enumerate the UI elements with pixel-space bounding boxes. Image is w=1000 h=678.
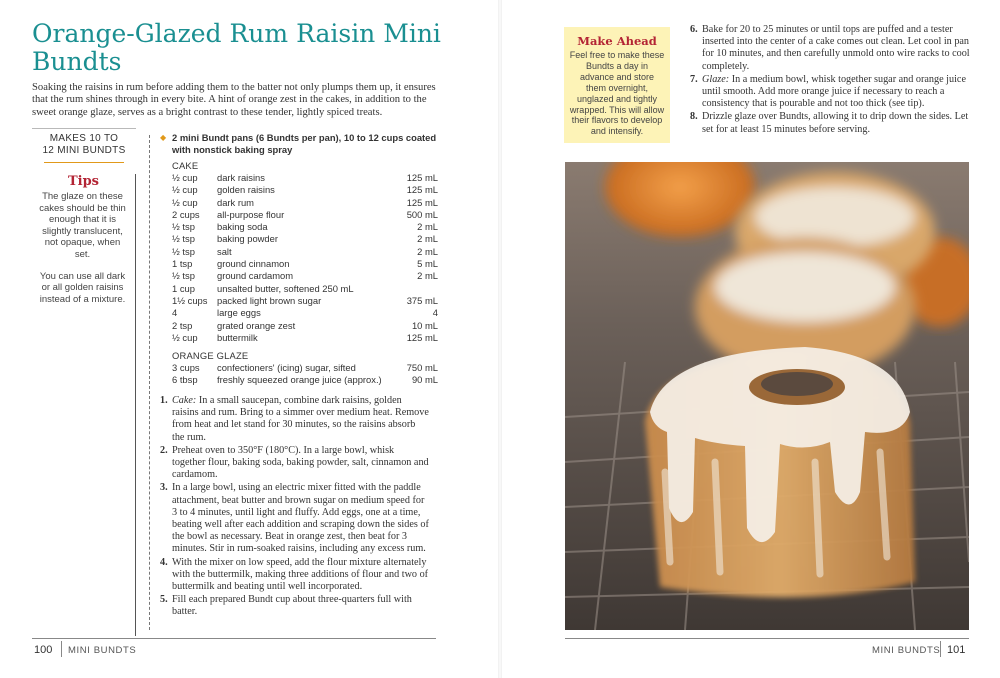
page-number: 100: [34, 644, 53, 656]
ingredient-name: dark rum: [217, 196, 254, 208]
cake-ingredients: [160, 172, 438, 344]
tips-text: [32, 189, 135, 305]
step-label: Cake:: [172, 395, 197, 406]
ingredient-name: golden raisins: [217, 184, 275, 196]
yield-line-1: MAKES 10 TO: [49, 133, 119, 144]
method-step: [160, 594, 430, 618]
step-number: 4.: [160, 556, 168, 568]
ingredient-amount: 2 cups: [172, 208, 200, 220]
make-ahead-box: [564, 27, 670, 143]
recipe-title: Orange-Glazed Rum Raisin Mini Bundts: [32, 19, 441, 76]
ingredient-metric: 125 mL: [406, 196, 438, 208]
step-text: In a small saucepan, combine dark raisins, golden raisins and rum. Bring to a simmer over medium heat. Remove from heat and let stand for 30 minutes, so the raisins absorb the rum.: [172, 395, 429, 443]
method-step: [690, 74, 970, 111]
method-step: [690, 111, 970, 135]
tips-heading: Tips: [67, 174, 100, 189]
step-text: In a medium bowl, whisk together sugar and orange juice until smooth. Add more orange juice if necessary to reach a consistency that is pourable and not too thick (see tip).: [702, 73, 966, 110]
ingredient-metric: 10 mL: [411, 319, 438, 331]
ingredient-name: baking powder: [217, 233, 278, 245]
step-body: [172, 395, 430, 444]
section-name: MINI BUNDTS: [872, 645, 941, 656]
ingredient-amount: 2 tsp: [172, 319, 193, 331]
step-body: [702, 111, 970, 135]
ingredient-metric: 125 mL: [406, 184, 438, 196]
ingredient-name: ground cardamom: [217, 270, 294, 282]
ingredient-metric: 2 mL: [417, 270, 438, 282]
step-body: [702, 74, 970, 111]
ingredient-metric: 2 mL: [417, 221, 438, 233]
ingredient-row: [160, 221, 438, 233]
ingredient-amount: ½ cup: [172, 184, 198, 196]
ingredient-amount: ½ tsp: [172, 233, 195, 245]
step-body: [172, 594, 430, 618]
equipment-text: 2 mini Bundt pans (6 Bundts per pan), 10 to 12 cups coated with nonstick baking spray: [172, 132, 437, 155]
step-body: [702, 24, 970, 73]
yield-line-2: 12 MINI BUNDTS: [42, 145, 126, 156]
ingredient-row: [160, 332, 438, 344]
method-step: [160, 395, 430, 444]
ingredient-row: [160, 270, 438, 282]
ingredient-name: salt: [217, 245, 232, 257]
ingredient-name: packed light brown sugar: [217, 294, 322, 306]
glaze-ingredients: [160, 362, 438, 387]
ingredients-list: [160, 132, 438, 387]
ingredient-metric: 2 mL: [417, 233, 438, 245]
tips-box: [32, 174, 136, 636]
step-text: Fill each prepared Bundt cup about three-quarters full with batter.: [172, 594, 412, 618]
ingredient-row: [160, 295, 438, 307]
ingredient-row: [160, 362, 438, 374]
ingredient-metric: 4: [432, 307, 438, 319]
ingredient-amount: ½ cup: [172, 172, 198, 183]
make-ahead-text: Feel free to make these Bundts a day in advance and store them overnight, unglazed and tightly wrapped. This will allow their flavors to develop and intensify.: [569, 50, 665, 137]
ingredient-amount: ½ tsp: [172, 221, 195, 233]
ingredient-amount: ½ cup: [172, 196, 198, 208]
step-text: Bake for 20 to 25 minutes or until tops are puffed and a tester inserted into the center of a cake comes out clean. Let cool in pan for 10 minutes, and then carefully unmold onto wire racks to cool completely.: [702, 24, 970, 72]
ingredient-name: all-purpose flour: [217, 208, 285, 220]
step-body: [172, 445, 430, 482]
ingredient-row: [160, 283, 438, 295]
step-number: 5.: [160, 594, 168, 606]
ingredient-row: [160, 320, 438, 332]
ingredient-name: baking soda: [217, 221, 268, 233]
method-steps-left: [160, 395, 430, 620]
footer-separator: [61, 641, 62, 657]
ingredient-metric: 750 mL: [406, 362, 438, 374]
page-number: 101: [947, 644, 966, 656]
ingredient-metric: 500 mL: [406, 208, 438, 220]
ingredient-amount: ½ tsp: [172, 270, 195, 282]
ingredient-amount: 3 cups: [172, 362, 200, 374]
glaze-heading: ORANGE GLAZE: [172, 350, 249, 362]
ingredient-amount: 1 cup: [172, 282, 195, 294]
step-text: Preheat oven to 350°F (180°C). In a large bowl, whisk together flour, baking soda, baking powder, salt, cinnamon and cardamom.: [172, 444, 429, 481]
ingredient-row: [160, 374, 438, 386]
ingredient-metric: 125 mL: [406, 331, 438, 343]
make-ahead-heading: Make Ahead: [577, 34, 657, 48]
footer-rule: [565, 638, 969, 639]
ingredient-amount: 4: [172, 307, 178, 319]
step-number: 2.: [160, 444, 168, 456]
ingredient-name: grated orange zest: [217, 319, 296, 331]
diamond-bullet-icon: ◆: [160, 133, 167, 142]
footer-rule: [32, 638, 436, 639]
yield-rule: [44, 162, 124, 163]
method-step: [160, 445, 430, 482]
ingredient-amount: 6 tbsp: [172, 374, 198, 386]
ingredient-row: [160, 184, 438, 196]
method-step: [690, 24, 970, 73]
section-name: MINI BUNDTS: [68, 645, 137, 656]
ingredient-metric: 90 mL: [411, 374, 438, 386]
ingredient-metric: [388, 283, 438, 295]
method-steps-right: [690, 24, 970, 137]
ingredient-metric: 2 mL: [417, 245, 438, 257]
step-body: [172, 482, 430, 555]
ingredient-amount: 1 tsp: [172, 258, 193, 270]
step-text: With the mixer on low speed, add the flour mixture alternately with the buttermilk, making three additions of flour and two of buttermilk and beating until well incorporated.: [172, 556, 429, 593]
recipe-intro: Soaking the raisins in rum before adding them to the batter not only plumps them up, it ensures that the rum shines through in every bite. A hint of orange zest in the cakes, in addition to the sweet orange glaze, serves as a bright contrast to these tender, lightly spiced treats.: [32, 82, 436, 118]
cake-heading: CAKE: [172, 160, 199, 171]
ingredient-amount: ½ tsp: [172, 245, 195, 257]
ingredient-name: dark raisins: [217, 172, 265, 183]
footer-separator: [940, 641, 941, 657]
sidebar: [32, 128, 136, 305]
step-number: 1.: [160, 395, 168, 406]
yield: [32, 128, 136, 157]
method-step: [160, 557, 430, 594]
ingredient-row: [160, 233, 438, 245]
ingredient-name: ground cinnamon: [217, 258, 290, 270]
step-number: 6.: [690, 24, 698, 35]
equipment: [160, 132, 438, 155]
step-number: 7.: [690, 73, 698, 85]
tip-item: The glaze on these cakes should be thin enough that it is slightly translucent, not opaque, when set.: [39, 191, 126, 260]
bundt-cake-photo: [565, 162, 969, 630]
ingredient-amount: ½ cup: [172, 331, 198, 343]
ingredient-name: freshly squeezed orange juice (approx.): [217, 374, 382, 386]
ingredient-name: confectioners' (icing) sugar, sifted: [217, 362, 356, 374]
step-label: Glaze:: [702, 73, 730, 85]
step-text: Drizzle glaze over Bundts, allowing it to drip down the sides. Let set for at least 15 minutes before serving.: [702, 111, 969, 135]
ingredient-name: large eggs: [217, 307, 261, 319]
dashed-divider: [149, 135, 150, 630]
method-step: [160, 482, 430, 555]
ingredient-name: unsalted butter, softened 250 mL: [217, 282, 354, 294]
ingredient-metric: 125 mL: [406, 172, 438, 183]
ingredient-row: [160, 307, 438, 319]
ingredient-amount: 1½ cups: [172, 294, 208, 306]
ingredient-row: [160, 209, 438, 221]
step-body: [172, 557, 430, 594]
ingredient-metric: 375 mL: [406, 294, 438, 306]
ingredient-row: [160, 258, 438, 270]
ingredient-row: [160, 246, 438, 258]
ingredient-metric: 5 mL: [417, 258, 438, 270]
step-text: In a large bowl, using an electric mixer fitted with the paddle attachment, beat butter and brown sugar on medium speed for 3 to 4 minutes, until light and fluffy. Add eggs, one at a time, beating well after each addition and scraping down the sides of the bowl as necessary. Beat in orange zest, then beat for 3 minutes. Stir in rum-soaked raisins, including any excess rum.: [172, 482, 429, 555]
step-number: 3.: [160, 482, 168, 494]
ingredient-row: [160, 197, 438, 209]
book-gutter: [498, 0, 502, 678]
tip-item: You can use all dark or all golden raisins instead of a mixture.: [39, 270, 126, 305]
step-number: 8.: [690, 111, 698, 123]
ingredient-name: buttermilk: [217, 331, 258, 343]
ingredient-row: [160, 172, 438, 184]
